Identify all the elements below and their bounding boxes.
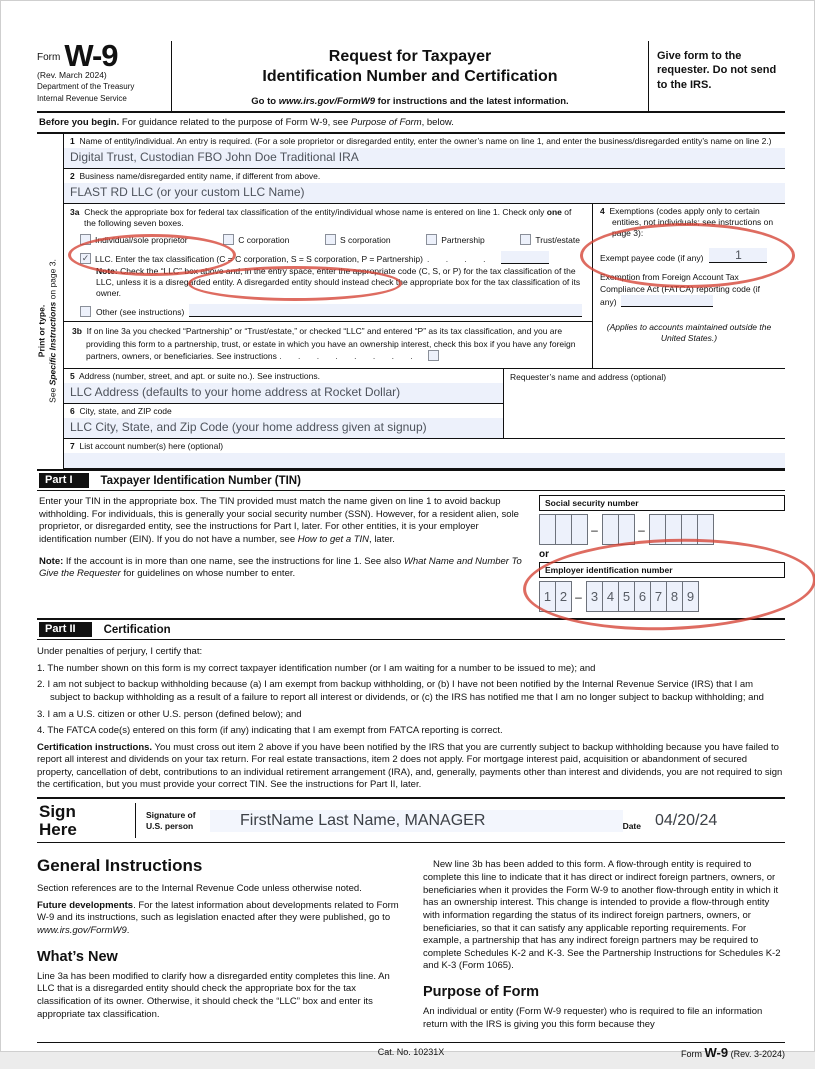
part1-body: [37, 491, 785, 618]
section-references: Section references are to the Internal Revenue Code unless otherwise noted.: [37, 883, 362, 895]
line5-label: 5 Address (number, street, and apt. or suite no.). See instructions.: [70, 371, 320, 382]
ssn-digit-box[interactable]: [649, 514, 666, 545]
requester-label: Requester’s name and address (optional): [510, 372, 667, 383]
line7-label: 7 List account number(s) here (optional): [70, 441, 224, 452]
cert-item-2: 2. I am not subject to backup withholding because (a) I am exempt from backup withholding, or (b) I have not been notified by the Internal Revenue Service (IRS) that I am subject to backup withholding as a result of a failure to report all interest or dividends, or (c) the IRS has notified me that I am no longer subject to backup withholding; and: [37, 679, 764, 703]
ein-digit-box[interactable]: 2: [555, 581, 572, 612]
cert-intro: Under penalties of perjury, I certify that:: [37, 646, 203, 658]
date-label: Date: [622, 820, 641, 831]
part1-header: Part I Taxpayer Identification Number (TIN): [37, 469, 785, 491]
form-title-block: [172, 41, 649, 111]
ein-digit-box[interactable]: 7: [650, 581, 667, 612]
ein-digit-box[interactable]: 4: [602, 581, 619, 612]
checkbox-item-c-corp: C corporation: [223, 234, 289, 245]
checkbox-item-trust: Trust/estate: [520, 234, 580, 245]
partnership-checkbox[interactable]: [426, 234, 437, 245]
form-word: Form: [37, 52, 61, 64]
line3b-label: 3b If on line 3a you checked “Partnership” or “Trust/estate,” or checked “LLC” and entered “P” as its tax classification, and you are providing this form to a partnership, trust, or estate in which you have an ownership interest, check this box if you have any foreign partners, owners, or beneficiaries. See instructions . . . . . . . .: [72, 326, 576, 361]
fatca-code-field[interactable]: [621, 295, 713, 307]
part1-chip: Part I: [39, 473, 89, 488]
form-title: [182, 47, 638, 87]
form-title-line1: Request for Taxpayer: [328, 48, 492, 65]
exempt-payee-code-field[interactable]: 1: [709, 248, 767, 263]
catalog-number: Cat. No. 10231X: [377, 1046, 445, 1057]
ein-digit-box[interactable]: 1: [539, 581, 556, 612]
account-numbers-field[interactable]: [64, 453, 785, 468]
ssn-cells: – –: [539, 514, 785, 545]
line2-label: 2 Business name/disregarded entity name, if different from above.: [70, 171, 321, 182]
line3b-section: [64, 322, 592, 368]
llc-leaders: . . . .: [426, 254, 493, 265]
llc-classification-entry[interactable]: [501, 251, 549, 264]
classification-checkboxes: [68, 230, 586, 246]
individual-checkbox[interactable]: [80, 234, 91, 245]
llc-checkbox[interactable]: ✓: [81, 253, 90, 264]
line4-exemptions-box: [592, 204, 785, 368]
ein-cells: 1 2 – 3 4 5 6 7 8 9: [539, 581, 785, 612]
checkbox-item-s-corp: S corporation: [325, 234, 391, 245]
exempt-payee-row: Exempt payee code (if any) 1: [600, 248, 778, 263]
general-instructions-title: General Instructions: [37, 856, 203, 876]
instructions-columns: [37, 855, 785, 1035]
c-corporation-checkbox[interactable]: [223, 234, 234, 245]
checkbox-item-partnership: Partnership: [426, 234, 484, 245]
signature-of-label: Signature of U.S. person: [146, 809, 196, 831]
other-entry[interactable]: [189, 304, 582, 317]
ssn-digit-box[interactable]: [665, 514, 682, 545]
date-field[interactable]: 04/20/24: [655, 811, 718, 829]
line3b-new-paragraph: New line 3b has been added to this form. A flow-through entity is required to complete this line to indicate that it has direct or indirect foreign partners, owners, or beneficiaries when it provides the Form W-9 to another flow-through entity in which it has an ownership interest. This change is intended to provide a flow-through entity with information regarding the status of its indirect foreign partners, owners, or beneficiaries, so that it can satisfy any applicable reporting requirements. For example, a partnership that has any indirect foreign partners may be required to complete Schedules K-2 and K-3. See the Partnership Instructions for Schedules K-2 and K-3 (Form 1065).: [423, 859, 781, 972]
ssn-digit-box[interactable]: [602, 514, 619, 545]
ein-digit-box[interactable]: 8: [666, 581, 683, 612]
page-footer: [37, 1042, 785, 1069]
line6-label: 6 City, state, and ZIP code: [70, 406, 172, 417]
ein-digit-box[interactable]: 9: [682, 581, 699, 612]
cert-item-1: 1. The number shown on this form is my correct taxpayer identification number (or I am waiting for a number to be issued to me); and: [37, 662, 596, 674]
cert-item-3: 3. I am a U.S. citizen or other U.S. person (defined below); and: [37, 708, 302, 720]
ein-digit-box[interactable]: 5: [618, 581, 635, 612]
llc-label: LLC. Enter the tax classification (C = C corporation, S = S corporation, P = Partnership): [95, 254, 423, 265]
before-you-begin: Before you begin. For guidance related to the purpose of Form W-9, see Purpose of Form, below.: [37, 113, 785, 134]
form-reference: Form W-9 (Rev. 3-2024): [681, 1044, 785, 1060]
give-form-note: Give form to the requester. Do not send to the IRS.: [657, 50, 777, 91]
llc-row: [68, 246, 586, 264]
cert-item-4: 4. The FATCA code(s) entered on this form (if any) indicating that I am exempt from FATCA reporting is correct.: [37, 725, 503, 737]
checkbox-item-individual: Individual/sole proprietor: [80, 234, 188, 245]
part2-chip: Part II: [39, 622, 92, 637]
ssn-digit-box[interactable]: [618, 514, 635, 545]
form-header: [37, 38, 785, 113]
or-text: or: [539, 549, 549, 561]
ssn-digit-box[interactable]: [539, 514, 556, 545]
other-label: Other (see instructions): [96, 307, 185, 318]
ssn-digit-box[interactable]: [571, 514, 588, 545]
divider: [135, 803, 136, 839]
form-revision: (Rev. March 2024): [37, 70, 107, 81]
certification-section: [37, 640, 785, 791]
trust-estate-checkbox[interactable]: [520, 234, 531, 245]
line3a-note: Note: Check the “LLC” box above and, in the entry space, enter the appropriate code (C, S, or P) for the tax classification of the LLC, unless it is a disregarded entity. A disregarded entity should instead check the appropriate box for the tax classification of its owner.: [96, 266, 581, 299]
purpose-paragraph: An individual or entity (Form W-9 requester) who is required to file an information return with the IRS is giving you this form because they: [423, 1006, 763, 1030]
cert-instructions: Certification instructions. You must cross out item 2 above if you have been notified by the IRS that you are currently subject to backup withholding because you have failed to report all interest and dividends on your tax return. For real estate transactions, item 2 does not apply. For mortgage interest paid, acquisition or abandonment of secured property, cancellation of debt, contributions to an individual retirement arrangement (IRA), and, generally, payments other than interest and dividends, you are not required to sign the certification, but you must provide your correct TIN. See the instructions for Part II, later.: [37, 741, 783, 791]
name-field[interactable]: Digital Trust, Custodian FBO John Doe Traditional IRA: [64, 148, 785, 169]
other-checkbox[interactable]: [80, 306, 91, 317]
irs-url: www.irs.gov/FormW9: [278, 96, 375, 107]
goto-instructions: Go to www.irs.gov/FormW9 for instructions and the latest information.: [251, 96, 569, 107]
other-row: [68, 302, 586, 318]
ein-digit-box[interactable]: 3: [586, 581, 603, 612]
part1-text: Enter your TIN in the appropriate box. The TIN provided must match the name given on line 1 to avoid backup withholding. For individuals, this is generally your social security number (SSN). However, for a resident alien, sole proprietor, or disregarded entity, see the instructions for Part I, later. For other entities, it is your employer identification number (EIN). If you do not have a number, see How to get a TIN, later. Note: If the account is in more than one name, see the instructions for line 1. See also What Name and Number To Give the Requester for guidelines on whose number to enter.: [39, 496, 522, 580]
instructions-right-column: [423, 855, 785, 1035]
form-identity: [37, 38, 172, 111]
city-state-zip-field[interactable]: LLC City, State, and Zip Code (your home address given at signup): [64, 418, 503, 438]
line7-section: [64, 439, 785, 469]
future-developments: Future developments. For the latest information about developments related to Form W-9 and its instructions, such as legislation enacted after they were published, go to www.irs.gov/FormW9.: [37, 899, 399, 936]
form-number: W-9: [64, 38, 118, 73]
ein-label: Employer identification number: [539, 562, 785, 578]
ssn-digit-box[interactable]: [697, 514, 714, 545]
s-corporation-checkbox[interactable]: [325, 234, 336, 245]
line4-label: 4 Exemptions (codes apply only to certain entities, not individuals; see instructions on page 3):: [600, 206, 774, 239]
address-field[interactable]: LLC Address (defaults to your home address at Rocket Dollar): [64, 383, 503, 404]
sign-here-label: Sign Here: [39, 801, 77, 839]
department-line1: Department of the Treasury: [37, 82, 135, 92]
requester-box: [503, 369, 785, 438]
whats-new-paragraph: Line 3a has been modified to clarify how a disregarded entity completes this line. An LLC that is a disregarded entity should check the appropriate box for the tax classification of its owner. Otherwise, it should check the “LLC” box and enter its appropriate tax classification.: [37, 970, 390, 1020]
line3a-section: [64, 204, 592, 322]
ssn-digit-box[interactable]: [555, 514, 572, 545]
tin-boxes: [539, 495, 785, 612]
ein-digit-box[interactable]: 6: [634, 581, 651, 612]
form-title-line2: Identification Number and Certification: [262, 68, 558, 85]
business-name-field[interactable]: FLAST RD LLC (or your custom LLC Name): [64, 183, 785, 204]
purpose-of-form-title: Purpose of Form: [423, 984, 540, 1001]
whats-new-title: What’s New: [37, 948, 118, 965]
print-or-type-sidebar: Print or type. See Specific Instructions on page 3.: [36, 259, 58, 403]
foreign-partners-checkbox[interactable]: [428, 350, 439, 361]
line1-label: 1 Name of entity/individual. An entry is required. (For a sole proprietor or disregarded entity, enter the owner’s name on line 1, and enter the business/disregarded entity’s name on line 2.): [70, 136, 772, 146]
signature-section: [37, 797, 785, 844]
part2-header: Part II Certification: [37, 618, 785, 640]
applies-note: (Applies to accounts maintained outside the United States.): [606, 321, 772, 344]
form-fields: [63, 134, 785, 469]
fatca-row: Exemption from Foreign Account Tax Compliance Act (FATCA) reporting code (if any): [600, 272, 760, 308]
line3a-label: 3a Check the appropriate box for federal tax classification of the entity/individual whose name is entered on line 1. Check only one of the following seven boxes.: [70, 207, 572, 229]
ssn-digit-box[interactable]: [681, 514, 698, 545]
ssn-label: Social security number: [539, 495, 785, 511]
signature-field[interactable]: FirstName Last Name, MANAGER: [210, 810, 623, 832]
department-line2: Internal Revenue Service: [37, 93, 127, 103]
instructions-left-column: [37, 855, 399, 1035]
